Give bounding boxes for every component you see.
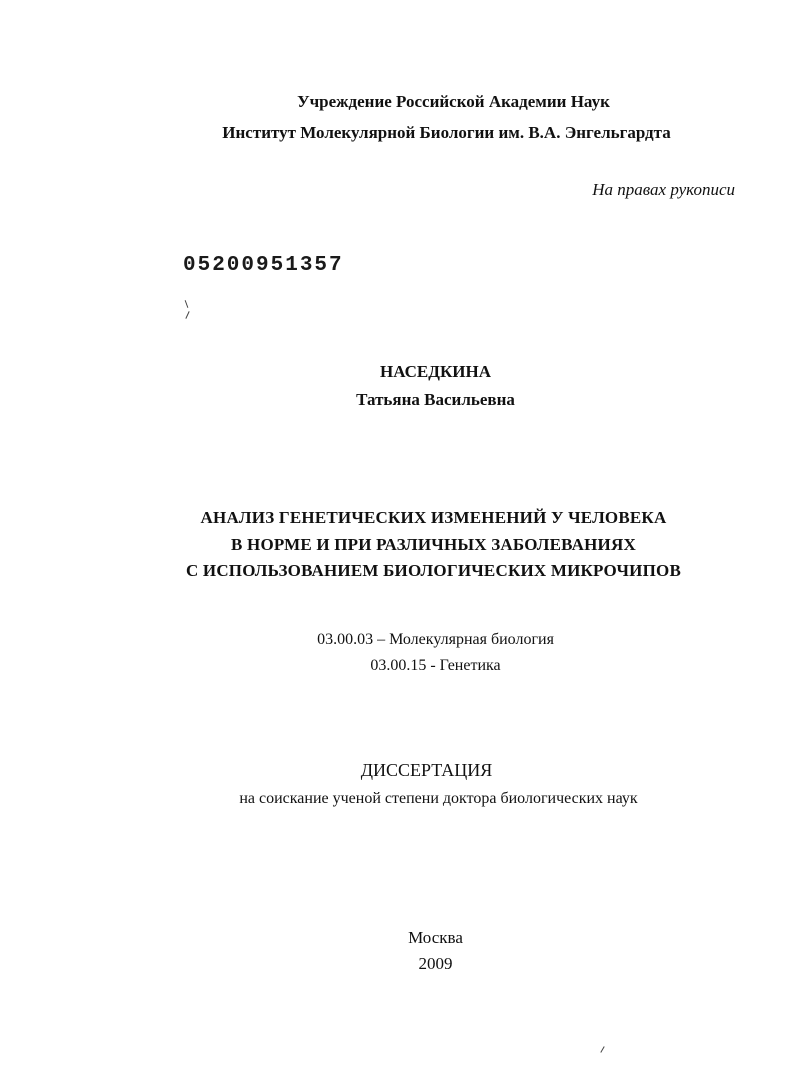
dissertation-title-line-3: С ИСПОЛЬЗОВАНИЕМ БИОЛОГИЧЕСКИХ МИКРОЧИПОВ [185,561,681,580]
year: 2009 [418,954,453,973]
institution-line-2: Институт Молекулярной Биологии им. В.А. Энгельгардта [222,123,671,142]
author-surname: НАСЕДКИНА [379,362,491,381]
specialty-code-1: 03.00.03 – Молекулярная биология [317,631,554,648]
document-type: ДИССЕРТАЦИЯ [360,760,493,780]
library-code: 05200951357 [183,254,344,277]
scan-mark [600,1046,604,1053]
scan-mark [185,300,189,308]
author-given-names: Татьяна Васильевна [356,390,515,409]
scan-mark [185,311,189,319]
city: Москва [408,928,463,947]
institution-line-1: Учреждение Российской Академии Наук [297,92,610,111]
rights-note: На правах рукописи [592,180,735,199]
specialty-code-2: 03.00.15 - Генетика [370,657,501,674]
dissertation-title-line-1: АНАЛИЗ ГЕНЕТИЧЕСКИХ ИЗМЕНЕНИЙ У ЧЕЛОВЕКА [200,508,667,527]
degree-line: на соискание ученой степени доктора биологических наук [239,790,638,807]
dissertation-title-line-2: В НОРМЕ И ПРИ РАЗЛИЧНЫХ ЗАБОЛЕВАНИЯХ [231,535,636,554]
